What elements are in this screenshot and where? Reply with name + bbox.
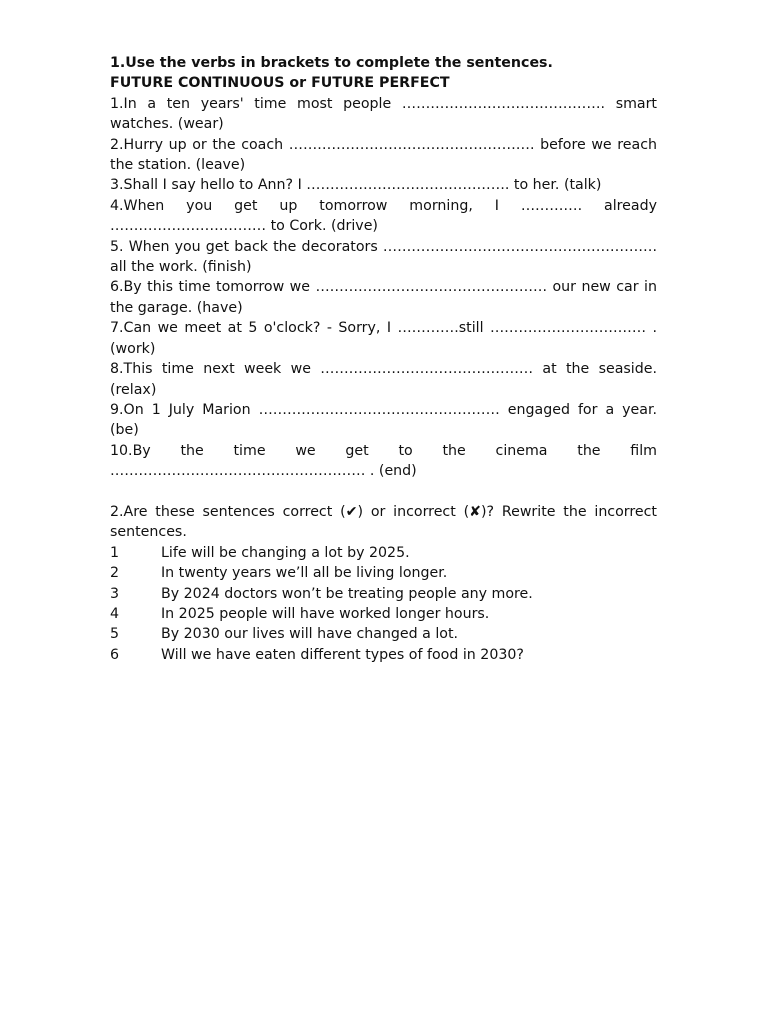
exercise-1-item-3: 3.Shall I say hello to Ann? I ……………………………………. to her. (talk) xyxy=(110,177,602,194)
exercise-1-item-6: 6.By this time tomorrow we …………………………………………. our new car in the garage. (have) xyxy=(110,279,657,316)
exercise-2-item xyxy=(110,604,657,624)
exercise-1-item-9: 9.On 1 July Marion …………………………………………… engaged for a year. (be) xyxy=(110,401,657,439)
exercise-1-instruction: 1.Use the verbs in brackets to complete the sentences. xyxy=(110,55,553,71)
exercise-2-item xyxy=(110,584,657,604)
item-sentence: In 2025 people will have worked longer hours. xyxy=(161,605,490,622)
item-number: 2 xyxy=(110,565,120,582)
item-number: 1 xyxy=(110,544,120,561)
worksheet xyxy=(110,53,657,665)
item-sentence: By 2024 doctors won’t be treating people any more. xyxy=(161,585,533,602)
item-number: 6 xyxy=(110,646,120,663)
item-sentence: By 2030 our lives will have changed a lot. xyxy=(161,626,459,643)
exercise-1-item-10: 10.By the time we get to the cinema the film ……………………………………………… . (end) xyxy=(110,442,657,480)
item-sentence: In twenty years we’ll all be living longer. xyxy=(161,565,448,582)
exercise-2-item xyxy=(110,645,657,665)
item-sentence: Life will be changing a lot by 2025. xyxy=(161,544,410,561)
item-number: 5 xyxy=(110,626,120,643)
exercise-1-item-7: 7.Can we meet at 5 o'clock? - Sorry, I ………….still …………………………… . (work) xyxy=(110,320,657,357)
item-number: 4 xyxy=(110,605,120,622)
exercise-2-item xyxy=(110,563,657,583)
section-spacer xyxy=(110,482,657,502)
exercise-1-item-2: 2.Hurry up or the coach ……………………………………………. before we reach the station. (leave) xyxy=(110,136,657,174)
exercise-1-item-1: 1.In a ten years' time most people ……………………………………. smart watches. (wear) xyxy=(110,95,657,133)
exercise-1-item-4: 4.When you get up tomorrow morning, I …………. already …………………………… to Cork. (drive) xyxy=(110,197,657,235)
item-sentence: Will we have eaten different types of food in 2030? xyxy=(161,646,524,663)
exercise-2-item xyxy=(110,543,657,563)
exercise-1-item-5: 5. When you get back the decorators …………………………………………………. all the work. (finish) xyxy=(110,238,657,276)
exercise-2-instruction: 2.Are these sentences correct (✔) or incorrect (✘)? Rewrite the incorrect sentences. xyxy=(110,503,657,541)
exercise-1-item-8: 8.This time next week we ……………………………………… at the seaside. (relax) xyxy=(110,361,657,398)
exercise-2-item xyxy=(110,624,657,644)
item-number: 3 xyxy=(110,585,120,602)
exercise-1-subheading: FUTURE CONTINUOUS or FUTURE PERFECT xyxy=(110,75,450,92)
